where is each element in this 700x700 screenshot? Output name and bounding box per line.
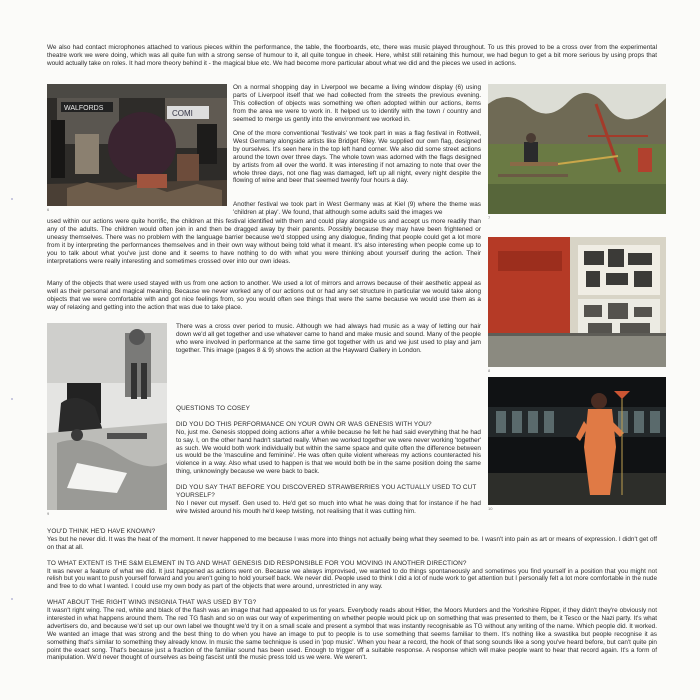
paragraph-mirrors-arrows: Many of the objects that were used stayed with us from one action to another. We used a lot of mirrors and arrows because of their aesthetic appeal as well as their personal and magical meaning. Because we never worked any of our actions out or had any set structure in particular we would take along objects that we were comfortable with and got nice feelings from, so you would often see things that were the same because we would use them as a way of relaxing and getting into the action that was due to take place. — [47, 280, 481, 311]
photo-caption-10: 10 — [488, 506, 493, 511]
photo-hayward-gallery — [47, 323, 167, 510]
kiel-park-image — [488, 84, 666, 214]
paragraph-music-crossover: There was a cross over period to music. Although we had always had music as a way of letting our hair down we'd all get together and use whatever came to hand and make music and sound. Many of the people who were involved in performance at the same time got together with us and we just used to play and jam together. This image (pages 8 & 9) shows the action at the Hayward Gallery in London. — [176, 323, 481, 354]
paragraph-kiel-continued: used within our actions were quite horrific, the children at this festival identified with them and could play alongside us and accept us more readily than any of the adults. The children would often join in and then be dragged away by their parents. Possibly because they may have been frightened or uneasy themselves. There was no problem with the language barrier because we'd stopped using any dialogue, finding that people could get a lot more from it by interpreting the performances themselves and in their own way without being told what it meant. It's also interesting when people come up to you to talk about what you've just done and it seems to have nothing to do with what you were thinking about yourself during the action. Their interpretations were really interesting and sometimes crossed over into our own ideas. — [47, 218, 481, 265]
photo-caption-8: 8 — [488, 368, 491, 373]
question-5: WHAT ABOUT THE RIGHT WING INSIGNIA THAT WAS USED BY TG? — [47, 599, 257, 607]
question-4: TO WHAT EXTENT IS THE S&M ELEMENT IN TG AND WHAT GENESIS DID RESPONSIBLE FOR YOU MOVING IN ANOTHER DIRECTION? — [47, 559, 467, 567]
photo-liverpool-window-display — [47, 84, 227, 206]
answer-4: It was never a feature of what we did. It just happened as actions went on. Because we always improvised, we wanted to do things spontaneously and sometimes you find yourself in a position that you might not relish but you want to push yourself forward and you aren't going to hold yourself back. We never did. People used to think I did a lot of nude work to get attention but I personally felt a lot more comfortable in the nude and free to do what I wanted. I could use my own body as part of the objects that were around, unrestricted in any way. — [47, 567, 657, 591]
hayward-gallery-image — [47, 323, 167, 510]
answer-2: No I never cut myself. Gen used to. He'd get so much into what he was doing that for instance if he had wire twisted around his mouth he'd keep twisting, not realising that it was cutting him. — [176, 499, 481, 515]
questions-block — [176, 405, 481, 516]
lower-qa-block — [47, 528, 657, 662]
orange-costume-image — [488, 377, 666, 505]
photo-gallery-wall — [488, 237, 666, 367]
question-2: DID YOU SAY THAT BEFORE YOU DISCOVERED STRAWBERRIES YOU ACTUALLY USED TO CUT YOURSELF? — [176, 484, 477, 499]
photo-caption-7: 7 — [488, 215, 491, 220]
paragraph-rottweil: One of the more conventional 'festivals' we took part in was a flag festival in Rottweil, West Germany alongside artists like Bridget Riley. We supplied our own flag, designed by ourselves. It's seen here in the top left hand corner. We also did some street actions around the town over three days. The whole town was adorned with the flags designed by artists from all over the world. It was interesting if not amazing to note that over the whole three days, not one flag was damaged, left up all night, every night despite the flowing of wine and beer that seemed twenty four hours a day. — [233, 130, 481, 185]
photo-orange-costume-performance — [488, 377, 666, 505]
gallery-wall-image — [488, 237, 666, 367]
scan-mark — [11, 598, 13, 600]
question-3: YOU'D THINK HE'D HAVE KNOWN? — [47, 528, 156, 535]
shop-sign-comi: COMI — [172, 109, 193, 118]
paragraph-liverpool: On a normal shopping day in Liverpool we became a living window display (6) using parts of Liverpool itself that we had collected from the streets the previous evening. This collection of objects was something we often adopted within our actions, items from the area we were to work in. It helped us to identify with the town / country and seemed to merge us gently into the environment we worked in. — [233, 84, 481, 123]
intro-paragraph: We also had contact microphones attached to various pieces within the performance, the table, the floorboards, etc, there was music played throughout. To us this proved to be a cross over from the experimental theatre work we were doing, which was all quite fun with a strong sense of humour to it, all quite tongue in cheek. Here, whilst still retaining this humour, we had begun to get a bit more serious by using props that would actually take on roles. It had more theory behind it - the magical blue etc. We had become more particular about what we did and the pieces we used in actions. — [47, 44, 657, 67]
scan-mark — [11, 398, 13, 400]
questions-heading: QUESTIONS TO COSEY — [176, 405, 251, 412]
question-1: DID YOU DO THIS PERFORMANCE ON YOUR OWN OR WAS GENESIS WITH YOU? — [176, 420, 432, 428]
photo-kiel-park-action — [488, 84, 666, 214]
paragraph-kiel-start: Another festival we took part in West Germany was at Kiel (9) where the theme was 'children at play'. We found, that although some adults said the images we — [233, 201, 481, 216]
liverpool-shop-image — [47, 84, 227, 206]
photo-caption-6: 6 — [47, 207, 50, 212]
scan-mark — [11, 198, 13, 200]
photo-caption-9: 9 — [47, 511, 50, 516]
shop-sign-walfords: WALFORDS — [64, 105, 104, 112]
answer-3: Yes but he never did. It was the heat of the moment. It never happened to me because I was more into things not actually being what they seemed to be. I wasn't into pain as art or means of expression. I didn't get off on that at all. — [47, 535, 657, 551]
answer-1: No, just me. Genesis stopped doing actions after a while because he felt he had said everything that he had to say. I, on the other hand hadn't started really. When we worked together we were never working 'together' as such. We would both work individually but within the same space and quite often the difference between us would be the 'masculine and feminine'. He was often quite violent whereas my actions counteracted his violence in a way. Also what used to happen is that we would both be in the same position doing the same thing, unknowingly because we were back to back. — [176, 428, 482, 476]
answer-5: It wasn't right wing. The red, white and black of the flash was an image that had appealed to us for years. Everybody reads about Hitler, the Moors Murders and the Yorkshire Ripper, if they didn't they're obviously not interested in what happens around them. The red TG flash and so on was our way of experimenting on whether people would pick up on something that was presented to them, be it Tesco or the Nazi party. It's what advertisers do, and because we'd set up our own label we thought we'd try it on a small scale and present a symbol that was instantly recognisable as TG without any writing of the name. Which people did. It worked. We wanted an image that was strong and the best thing to do when you have an image to put to people is to use something that seems familiar to them. It's nothing like a swastika but people recognise it as something that's similar to something they already know. In music the same technique is used in 'pop music'. When you hear a record, the hook of that song sounds like a song you've heard before, but can't quite pin point the exact song. That's because just a fraction of the familiar sound has been used. Enough to trigger off a suitable response. A response which will make people want to hear that record again. It's a form of manipulation. We'd never thought of ourselves as being fascist until the music press told us we were. We weren't. — [47, 607, 657, 662]
